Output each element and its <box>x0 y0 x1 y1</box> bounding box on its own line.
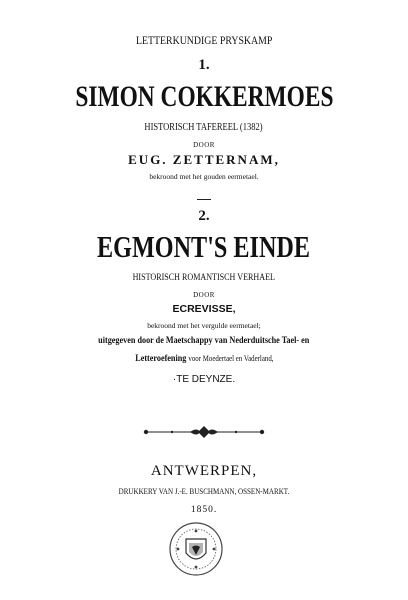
work1-author: EUG. ZETTERNAM, <box>128 152 280 167</box>
publisher-line-1: uitgegeven door de Maetschappy van Nederduitsche Tael- en <box>98 336 310 346</box>
imprint-year: 1850. <box>190 505 218 515</box>
ornament-divider <box>142 425 266 439</box>
work2-by: DOOR <box>193 291 215 299</box>
work1-by: DOOR <box>193 141 215 149</box>
work2-subtitle: HISTORISCH ROMANTISCH VERHAEL <box>132 273 276 283</box>
work1-number: 1. <box>198 57 210 73</box>
work2-title: EGMONT'S EINDE <box>97 229 311 264</box>
competition-header: LETTERKUNDIGE PRYSKAMP <box>135 33 273 47</box>
work1-award: bekroond met het gouden eermetael. <box>149 172 259 181</box>
work2-author: ECREVISSE, <box>172 303 236 315</box>
divider-rule <box>197 199 211 200</box>
work2-award: bekroond met het vergulde eermetael; <box>147 321 261 330</box>
library-seal-icon <box>168 521 224 577</box>
work2-number: 2. <box>198 208 210 224</box>
publisher-line-2: Letteroefening voor Moedertael en Vaderland, <box>134 354 274 364</box>
imprint-city: ANTWERPEN, <box>150 463 258 479</box>
imprint-printer: DRUKKERY VAN J.-E. BUSCHMANN, OSSEN-MARKT. <box>118 487 290 496</box>
work1-title: SIMON COKKERMOES <box>74 80 334 113</box>
work1-subtitle: HISTORISCH TAFEREEL (1382) <box>144 122 264 133</box>
publisher-place: ·TE DEYNZE. <box>172 374 236 385</box>
